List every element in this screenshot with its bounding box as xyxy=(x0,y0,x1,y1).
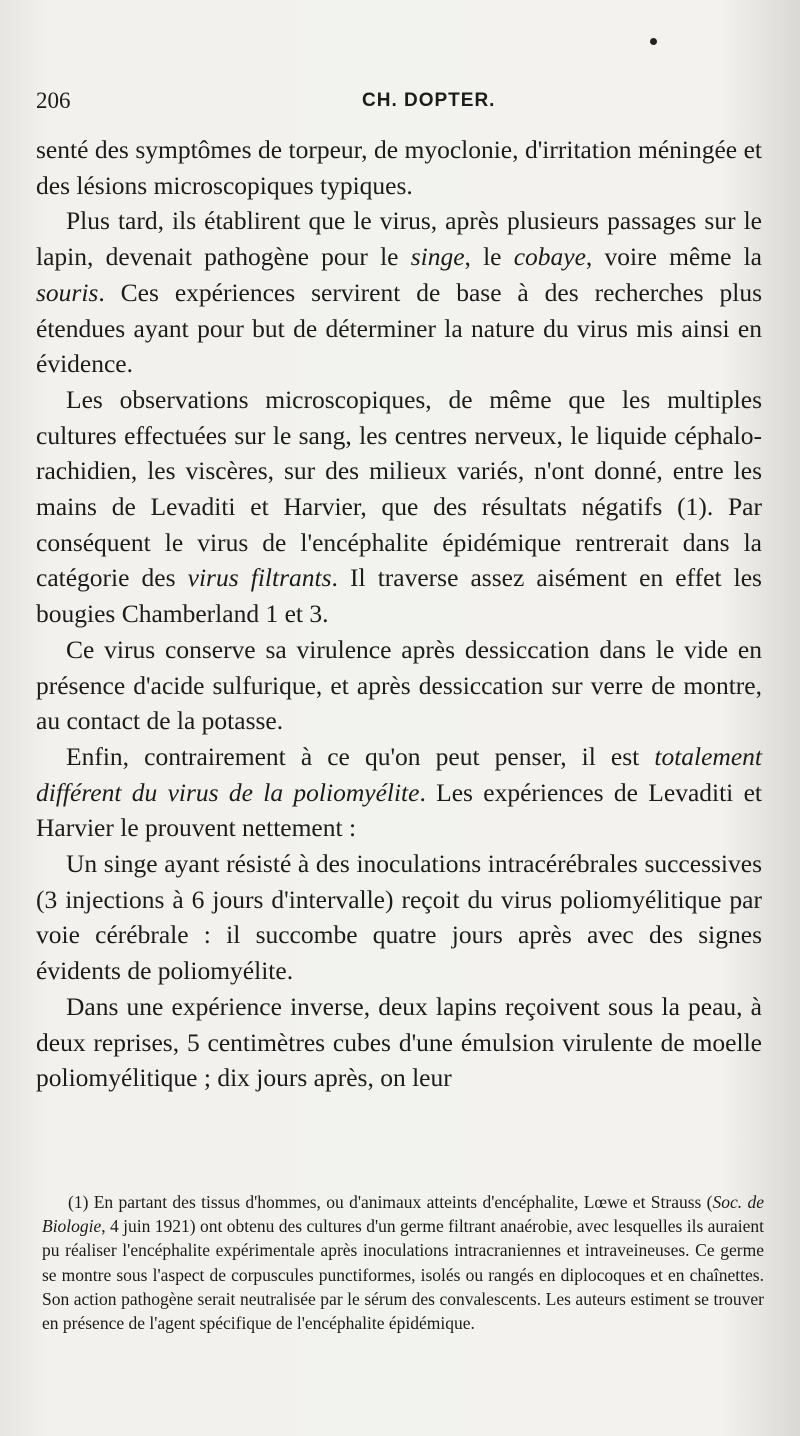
page-header xyxy=(32,88,760,122)
text-run: Dans une expérience inverse, deux lapins reçoivent sous la peau, à deux reprises, 5 centimètres cubes d'une émulsion virulente de moelle poliomyélitique ; dix jours après, on leur xyxy=(36,991,762,1093)
paragraph xyxy=(36,203,762,382)
paragraph xyxy=(36,846,762,989)
italic-text: singe xyxy=(410,242,465,272)
italic-text: totalement différent du virus de la poliomyélite xyxy=(36,741,762,807)
footnotes xyxy=(42,1190,764,1335)
paragraph xyxy=(36,132,762,203)
italic-text: souris xyxy=(36,277,99,307)
paragraph xyxy=(36,739,762,846)
text-run: Ce virus conserve sa virulence après dessiccation dans le vide en présence d'acide sulfurique, et après dessiccation sur verre de montre, au contact de la potasse. xyxy=(36,634,762,736)
text-run: , 4 juin 1921) ont obtenu des cultures d'un germe filtrant anaérobie, avec lesquelles ils auraient pu réaliser l'encéphalite expérimentale après inoculations intracraniennes et intraveineuses. Ce germe se montre sous l'aspect de corpuscules punctiformes, isolés ou rangés en diplocoques et en chaînettes. Son action pathogène serait neutralisée par le sérum des convalescents. Les auteurs estiment se trouver en présence de l'agent spécifique de l'encéphalite épidémique. xyxy=(42,1216,764,1334)
text-run: . Ces expériences servirent de base à des recherches plus étendues ayant pour but de déterminer la nature du virus mis ainsi en évidence. xyxy=(36,277,762,379)
body-text xyxy=(36,132,762,1096)
text-run: senté des symptômes de torpeur, de myoclonie, d'irritation méningée et des lésions microscopiques typiques. xyxy=(36,135,762,200)
text-run: Enfin, contrairement à ce qu'on peut penser, il est xyxy=(66,741,655,771)
italic-text: Soc. de Biologie xyxy=(42,1192,764,1237)
footnote xyxy=(42,1190,764,1335)
text-run: , voire même la xyxy=(585,242,763,272)
italic-text: cobaye xyxy=(513,242,586,272)
page-number: 206 xyxy=(36,88,71,113)
text-run: Plus tard, ils établirent que le virus, après plusieurs passages sur le lapin, devenait pathogène pour le xyxy=(36,206,762,272)
text-run: , le xyxy=(464,242,514,272)
paragraph xyxy=(36,989,762,1096)
text-run: . Il traverse assez aisément en effet les bougies Chamberland 1 et 3. xyxy=(36,563,762,629)
italic-text: virus filtrants xyxy=(187,563,332,593)
ink-dot xyxy=(650,38,657,45)
paragraph xyxy=(36,382,762,632)
running-head: CH. DOPTER. xyxy=(362,90,496,111)
text-run: (1) En partant des tissus d'hommes, ou d'animaux atteints d'encéphalite, Lœwe et Strauss ( xyxy=(68,1192,713,1212)
text-run: Un singe ayant résisté à des inoculations intracérébrales successives (3 injections à 6 jours d'intervalle) reçoit du virus poliomyélitique par voie cérébrale : il succombe quatre jours après avec des signes évidents de poliomyélite. xyxy=(36,849,762,986)
text-run: . Les expériences de Levaditi et Harvier le prouvent nettement : xyxy=(36,777,762,843)
text-run: Les observations microscopiques, de même que les multiples cultures effectuées sur le sang, les centres nerveux, le liquide céphalo-rachidien, les viscères, sur des milieux variés, n'ont donné, entre les mains de Levaditi et Harvier, que des résultats négatifs (1). Par conséquent le virus de l'encéphalite épidémique rentrerait dans la catégorie des xyxy=(36,384,762,593)
paragraph xyxy=(36,632,762,739)
